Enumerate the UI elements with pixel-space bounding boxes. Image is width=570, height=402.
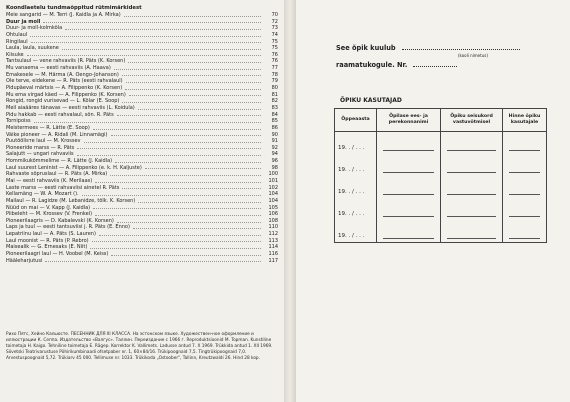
toc-item-page: 104 <box>268 197 278 204</box>
usage-condition-cell[interactable] <box>441 132 503 155</box>
toc-leader-dots <box>43 21 261 23</box>
toc-item-page: 76 <box>271 51 278 58</box>
owner-school-field[interactable] <box>402 49 520 50</box>
toc-item-page: 86 <box>271 124 278 131</box>
toc-item <box>6 112 278 119</box>
owner-row <box>336 44 564 52</box>
toc-item-page: 73 <box>271 25 278 32</box>
toc-item-title: Rongid, rongid vurisevad — L. Kõlar (E. Soop) <box>6 98 120 105</box>
toc-leader-dots <box>92 240 261 242</box>
fill-line <box>383 215 434 217</box>
toc-leader-dots <box>93 128 261 130</box>
toc-item-page: 82 <box>271 98 278 105</box>
toc-item-title: Tantsulaul — vene rahvaviis (R. Päts (K. Korsen) <box>6 58 126 65</box>
toc-leader-dots <box>125 88 261 90</box>
toc-leader-dots <box>27 54 261 56</box>
fill-line <box>509 237 540 239</box>
toc-item-title: Piibeleht — M. Krossev (V. Frenkel) <box>6 211 93 218</box>
fill-line <box>447 149 496 151</box>
toc-item-title: Duur- ja moll-kolmkõla <box>6 25 63 32</box>
toc-leader-dots <box>82 194 261 196</box>
usage-condition-cell[interactable] <box>441 198 503 220</box>
toc-item-title: Puutöölisте laul — M. Krossev <box>6 138 81 145</box>
toc-item-title: Duur ja moll <box>6 18 41 25</box>
toc-leader-dots <box>126 81 261 83</box>
usage-row <box>335 176 547 198</box>
fill-line <box>383 149 434 151</box>
toc-leader-dots <box>45 260 261 262</box>
owner-block <box>336 44 564 69</box>
toc-leader-dots <box>124 15 261 17</box>
toc-leader-dots <box>117 114 261 116</box>
toc-heading: Koondlaetelu tundmaõppitud rütmimärkidest <box>6 5 142 11</box>
toc-leader-dots <box>122 187 261 189</box>
toc-item <box>6 25 278 32</box>
usage-title: ÕPIKU KASUTAJAD <box>340 97 402 104</box>
right-page <box>296 0 570 402</box>
toc-item-page: 74 <box>271 31 278 38</box>
toc-item-page: 84 <box>271 111 278 118</box>
toc-item-page: 110 <box>268 224 278 231</box>
header-condition: Õpiku seisukord vastuvõtmisel <box>441 109 503 132</box>
toc-item-title: Väike pioneer — A. Ridali (M. Linnamägi) <box>6 131 108 138</box>
toc-leader-dots <box>90 247 261 249</box>
usage-row <box>335 220 547 243</box>
toc-leader-dots <box>31 41 261 43</box>
fill-line <box>447 193 496 195</box>
toc-leader-dots <box>122 101 261 103</box>
usage-grade-cell[interactable] <box>503 132 547 155</box>
toc-item-title: Laste marss — eesti rahvaviisi ainetel R. Päts <box>6 184 120 191</box>
toc-item-title: Meistermees — R. Lätte (E. Soop) <box>6 124 90 131</box>
usage-condition-cell[interactable] <box>441 176 503 198</box>
usage-condition-cell[interactable] <box>441 220 503 243</box>
toc-leader-dots <box>62 48 261 50</box>
usage-grade-cell[interactable] <box>503 198 547 220</box>
book-gutter <box>284 0 296 402</box>
toc-item-page: 106 <box>268 211 278 218</box>
library-number-field[interactable] <box>413 66 457 67</box>
usage-year-cell[interactable]: 19. . / . . . <box>335 154 377 176</box>
toc-item-title: Laul suurest Leninist — A. Filippenko (e. k. H. Kaljuste) <box>6 164 142 171</box>
header-grade: Hinne õpiku kasutajale <box>503 109 547 132</box>
toc-item-page: 77 <box>271 65 278 72</box>
toc-item-page: 108 <box>268 217 278 224</box>
header-student-name: Õpilase ees- ja perekonnanimi <box>377 109 441 132</box>
toc-leader-dots <box>84 141 261 143</box>
toc-item-title: Tornipoiss <box>6 118 31 125</box>
toc-item-page: 72 <box>271 18 278 25</box>
toc-item-page: 75 <box>271 38 278 45</box>
usage-year-cell[interactable]: 19. . / . . . <box>335 132 377 155</box>
toc-item-title: Pioneeride marss — R. Päts <box>6 144 75 151</box>
fill-line <box>509 171 540 173</box>
toc-item-page: 83 <box>271 104 278 111</box>
toc-item-title: Pioneerilaagri laul — H. Voobel (M. Keiss) <box>6 251 109 258</box>
toc-leader-dots <box>145 167 261 169</box>
toc-leader-dots <box>93 207 261 209</box>
toc-item-title: Mailaul — R. Lagidze (M. Lebanidze, tõlk. K. Korsen) <box>6 197 136 204</box>
toc-leader-dots <box>95 214 261 216</box>
usage-grade-cell[interactable] <box>503 220 547 243</box>
usage-body <box>335 132 547 243</box>
toc-item-page: 70 <box>271 11 278 18</box>
fill-line <box>447 171 496 173</box>
toc-item-title: Pioneerilaagris — D. Kabalevski (K. Korsen) <box>6 217 114 224</box>
toc-item-title: Maisealik — G. Ernesaks (E. Niit) <box>6 244 88 251</box>
usage-year-cell[interactable]: 19. . / . . . <box>335 220 377 243</box>
toc-leader-dots <box>110 174 261 176</box>
toc-leader-dots <box>133 227 261 229</box>
toc-leader-dots <box>115 161 261 163</box>
fill-line <box>509 193 540 195</box>
toc-leader-dots <box>111 134 262 136</box>
toc-item-page: 101 <box>268 178 278 184</box>
toc-item-page: 79 <box>271 78 278 85</box>
toc-item-page: 96 <box>271 158 278 165</box>
owner-label: See õpik kuulub <box>336 44 396 52</box>
toc-item-title: Mai — eesti rahvaviis (K. Merilaas) <box>6 178 93 184</box>
usage-grade-cell[interactable] <box>503 176 547 198</box>
toc-item <box>6 251 278 258</box>
usage-name-cell[interactable] <box>377 220 441 243</box>
toc-item-title: Pidu hakkab — eesti rahvalaul, sõn. R. Päts <box>6 111 114 118</box>
toc-item-title: Häälеharjutusi <box>6 257 43 264</box>
toc-item-title: Nüüd on mai — V. Kapp (J. Kaidla) <box>6 204 91 211</box>
toc-leader-dots <box>111 254 261 256</box>
owner-hint: (kooli nimetus) <box>458 53 488 58</box>
toc-item-page: 80 <box>271 85 278 92</box>
table-of-contents <box>6 12 278 264</box>
toc-leader-dots <box>129 94 261 96</box>
usage-row <box>335 154 547 176</box>
toc-leader-dots <box>117 221 261 223</box>
fill-line <box>509 215 540 217</box>
toc-item-page: 81 <box>271 91 278 98</box>
toc-item-title: Mu vanaema — eesti rahvaviis (A. Haava) <box>6 65 111 72</box>
usage-name-cell[interactable] <box>377 198 441 220</box>
toc-item-page: 85 <box>271 118 278 125</box>
toc-leader-dots <box>30 35 261 37</box>
toc-item-page: 94 <box>271 151 278 158</box>
toc-leader-dots <box>122 74 261 76</box>
toc-item-title: Ole terve, eidekene — R. Päts (eesti rahvalaul) <box>6 78 123 85</box>
toc-item-title: Kellamäng — W. A. Mozart (). <box>6 191 79 198</box>
toc-item-page: 116 <box>268 251 278 258</box>
toc-item-page: 117 <box>268 257 278 264</box>
fill-line <box>447 237 496 239</box>
toc-item-page: 104 <box>268 191 278 198</box>
fill-line <box>383 193 434 195</box>
toc-item-title: Emakesele — M. Härma (A. Oengo-Johanson) <box>6 71 119 78</box>
toc-item-title: Salajutt — ungari rahvaviis <box>6 151 74 158</box>
toc-item <box>6 32 278 39</box>
usage-table <box>334 108 547 243</box>
usage-condition-cell[interactable] <box>441 154 503 176</box>
toc-item-page: 91 <box>271 138 278 145</box>
library-row <box>336 61 564 69</box>
header-year: Õppeaasta <box>335 109 377 132</box>
toc-item <box>6 45 278 52</box>
usage-name-cell[interactable] <box>377 154 441 176</box>
toc-item-title: Ringilaul <box>6 38 28 45</box>
toc-leader-dots <box>138 108 261 110</box>
toc-leader-dots <box>34 121 261 123</box>
left-page <box>0 0 284 402</box>
toc-item-page: 76 <box>271 58 278 65</box>
toc-item-title: Kiisuke <box>6 51 24 58</box>
toc-item-page: 102 <box>268 184 278 191</box>
fill-line <box>383 171 434 173</box>
usage-row <box>335 132 547 155</box>
usage-row <box>335 198 547 220</box>
library-label: raamatukogule. Nr. <box>336 61 408 69</box>
toc-item-title: Laps ja tuul — eesti tantsuviisi j. R. Päts (E. Enno) <box>6 224 130 231</box>
toc-item <box>6 258 278 265</box>
imprint-text: Рихо Пятс, Хейно Кальюсте. ПЕСЕННИК ДЛЯ III КЛАССА. На эстонском языке. Художествен-ное оформление и иллюстрации К. Сеппа. Издательство «Валгус». Таллин. Переиздание с 1966 г. Reproduktsioonid M. Topman. Kunstiline toimetaja H. Kaigo. Tehniline toimetaja E. Rägep. Korrektor K. Vallimets. Ladusse antud 7. X 1969. Trükkida antud 1. XII 1969. Sõvetski Teatrivarustuse Põhirikumbinaadi ofsetpaber nr. 1, 60×84/16. Trükipoognaid 7,5. Tingtrükipoognaid 7,0. Arvestuspoognaid 5,72. Trükiarv 45 000. Tellimuse nr. 1033. Trükikoda „Ostoober", Tallinn, Kreutzwaldi 26. Hind 28 kop. <box>6 332 273 362</box>
toc-item-title: Ohtulaul <box>6 31 28 38</box>
usage-name-cell[interactable] <box>377 176 441 198</box>
toc-leader-dots <box>138 201 261 203</box>
toc-item-page: 105 <box>268 204 278 211</box>
toc-item-page: 78 <box>271 71 278 78</box>
usage-name-cell[interactable] <box>377 132 441 155</box>
fill-line <box>447 215 496 217</box>
fill-line <box>383 237 434 239</box>
toc-item-page: 98 <box>271 164 278 171</box>
toc-item-title: Laula, laula, suukene <box>6 45 59 52</box>
toc-item-title: Laul moonist — R. Päts (P. Rebro) <box>6 237 89 244</box>
toc-item-page: 113 <box>268 237 278 244</box>
toc-leader-dots <box>95 181 261 183</box>
toc-item-title: Meil aiaääres tänavas — eesti rahvaviis (L. Koidula) <box>6 104 135 111</box>
toc-item-page: 90 <box>271 131 278 138</box>
usage-year-cell[interactable]: 19. . / . . . <box>335 198 377 220</box>
toc-leader-dots <box>77 154 261 156</box>
toc-item-title: Pidupäeval märtsis — A. Filippenko (K. Korsen) <box>6 85 123 92</box>
toc-item-title: Meie sangarid — M. Terri (J. Kaidla ja A. Mirka) <box>6 11 121 18</box>
fill-line <box>509 149 540 151</box>
toc-item-page: 100 <box>268 171 278 178</box>
toc-leader-dots <box>114 68 261 70</box>
toc-item-title: Hommikukõmmelime — R. Lätte (J. Kaidla) <box>6 158 113 165</box>
toc-item-title: Rahvaste sõpruslaul — R. Päts (A. Mirka) <box>6 171 108 178</box>
toc-item-page: 92 <box>271 144 278 151</box>
toc-item-title: Lepatriinu laul — A. Päts (S. Lauren) <box>6 231 96 238</box>
toc-item-page: 112 <box>268 231 278 238</box>
usage-year-cell[interactable]: 19. . / . . . <box>335 176 377 198</box>
toc-leader-dots <box>65 28 261 30</box>
toc-leader-dots <box>128 61 261 63</box>
toc-leader-dots <box>77 147 261 149</box>
toc-item-page: 75 <box>271 45 278 52</box>
toc-item <box>6 12 278 19</box>
toc-item-page: 114 <box>268 244 278 251</box>
usage-header-row <box>335 109 547 132</box>
toc-item-title: Mu ema virgad käed — A. Filippenko (K. Korsen) <box>6 91 126 98</box>
usage-grade-cell[interactable] <box>503 154 547 176</box>
toc-leader-dots <box>99 234 261 236</box>
